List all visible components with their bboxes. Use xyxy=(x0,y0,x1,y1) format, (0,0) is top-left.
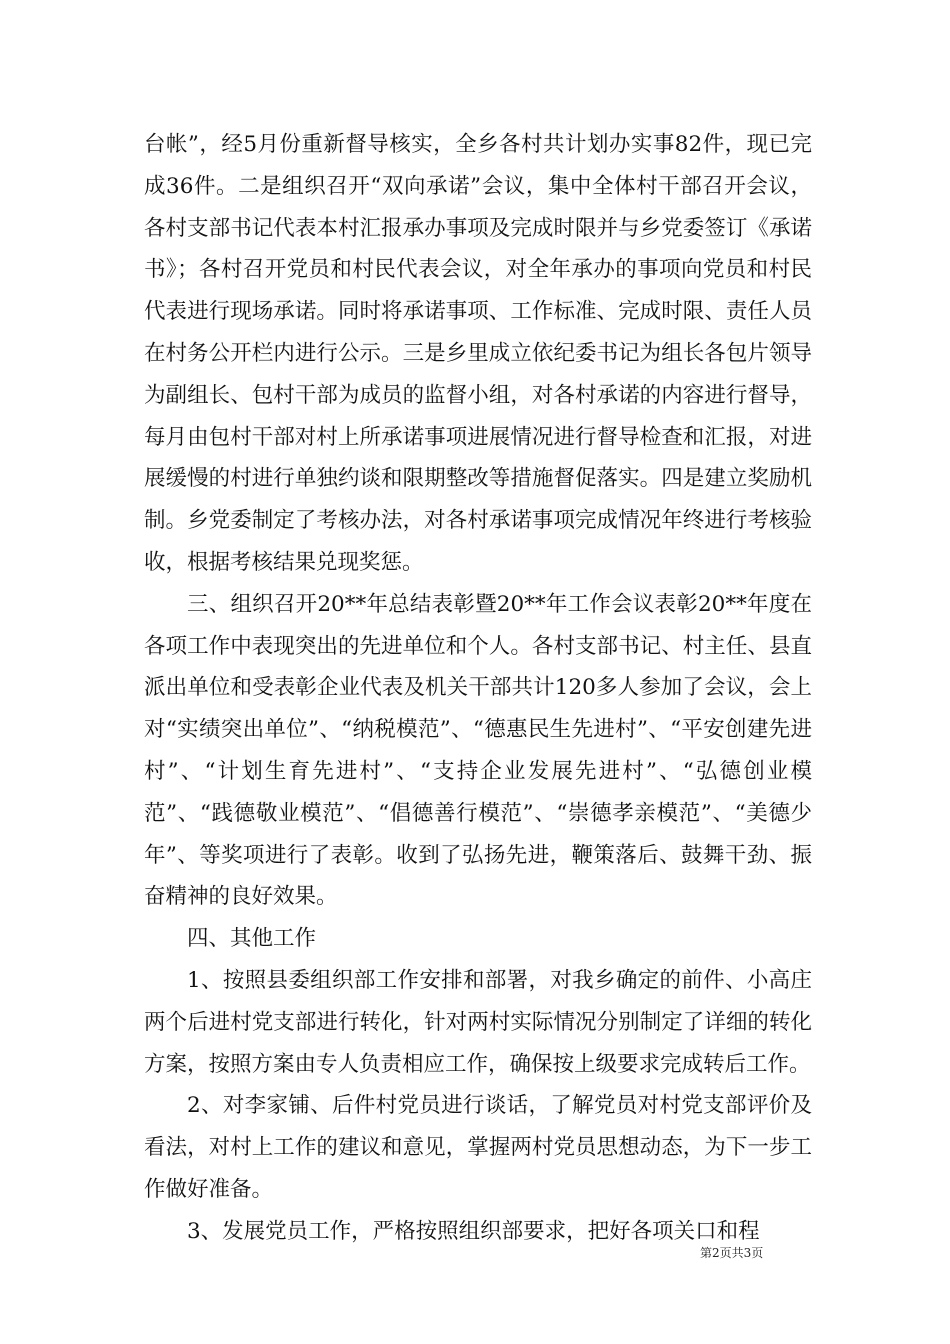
document-body xyxy=(144,124,812,1253)
paragraph-continuation: 台帐”，经5月份重新督导核实，全乡各村共计划办实事82件，现已完成36件。二是组织召开“双向承诺”会议，集中全体村干部召开会议，各村支部书记代表本村汇报承办事项及完成时限并与乡党委签订《承诺书》；各村召开党员和村民代表会议，对全年承办的事项向党员和村民代表进行现场承诺。同时将承诺事项、工作标准、完成时限、责任人员在村务公开栏内进行公示。三是乡里成立依纪委书记为组长各包片领导为副组长、包村干部为成员的监督小组，对各村承诺的内容进行督导，每月由包村干部对村上所承诺事项进展情况进行督导检查和汇报，对进展缓慢的村进行单独约谈和限期整改等措施督促落实。四是建立奖励机制。乡党委制定了考核办法，对各村承诺事项完成情况年终进行考核验收，根据考核结果兑现奖惩。 xyxy=(144,132,812,575)
paragraph-item-2: 2、对李家铺、后件村党员进行谈话，了解党员对村党支部评价及看法，对村上工作的建议和意见，掌握两村党员思想动态，为下一步工作做好准备。 xyxy=(144,1093,812,1202)
page-number: 第2页共3页 xyxy=(700,1246,764,1260)
paragraph-section-three: 三、组织召开20**年总结表彰暨20**年工作会议表彰20**年度在各项工作中表现突出的先进单位和个人。各村支部书记、村主任、县直派出单位和受表彰企业代表及机关干部共计120多人参加了会议，会上对“实绩突出单位”、“纳税模范”、“德惠民生先进村”、“平安创建先进村”、“计划生育先进村”、“支持企业发展先进村”、“弘德创业模范”、“践德敬业模范”、“倡德善行模范”、“崇德孝亲模范”、“美德少年”、等奖项进行了表彰。收到了弘扬先进，鞭策落后、鼓舞干劲、振奋精神的良好效果。 xyxy=(144,591,812,910)
section-heading-other-work: 四、其他工作 xyxy=(187,926,317,952)
paragraph-item-1: 1、按照县委组织部工作安排和部署，对我乡确定的前件、小高庄两个后进村党支部进行转化，针对两村实际情况分别制定了详细的转化方案，按照方案由专人负责相应工作，确保按上级要求完成转后工作。 xyxy=(144,967,812,1077)
paragraph-item-3: 3、发展党员工作，严格按照组织部要求，把好各项关口和程 xyxy=(187,1218,760,1244)
